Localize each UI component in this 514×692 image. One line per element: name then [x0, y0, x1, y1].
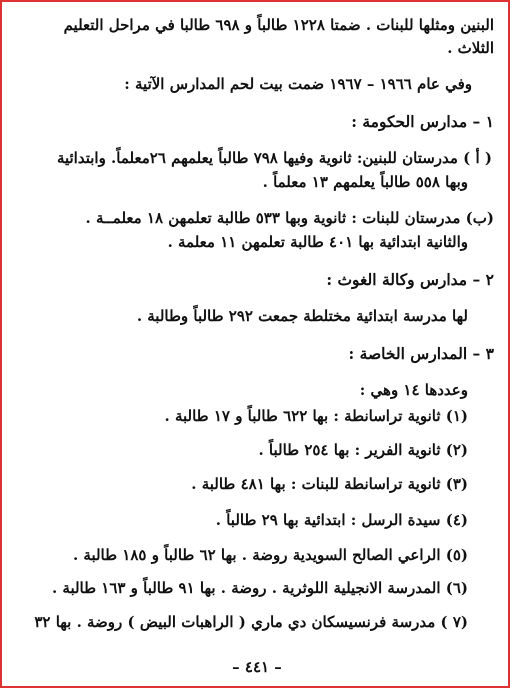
text-line: وعددها ١٤ وهي : — [359, 381, 468, 399]
text-line: وفي عام ١٩٦٦ – ١٩٦٧ ضمت بيت لحم المدارس الآتية : — [124, 75, 472, 93]
list-item: (١) ثانوية تراسانطة : بها ٦٢٢ طالباً و ١٧ طالبة . — [164, 407, 468, 425]
section-heading: ٢ – مدارس وكالة الغوث : — [326, 270, 494, 289]
text-line: البنين ومثلها للبنات . ضمتا ١٢٢٨ طالباً و ٦٩٨ طالبا في مراحل التعليم — [63, 16, 494, 34]
list-item: (٢) ثانوية الفرير : بها ٢٥٤ طالباً . — [258, 441, 468, 459]
section-heading: ٣ – المدارس الخاصة : — [348, 344, 494, 363]
text-line: الثلاث . — [447, 39, 494, 57]
page-number: – ٤٤١ – — [232, 658, 282, 676]
text-line: (ب) مدرستان للبنات : ثانوية وبها ٥٣٣ طالبة تعلمهن ١٨ معلمــة . — [85, 209, 494, 227]
list-item: (٣) ثانوية تراسانطة للبنات : بها ٤٨١ طالبة . — [191, 475, 468, 493]
section-heading: ١ – مدارس الحكومة : — [351, 112, 494, 131]
text-line: والثانية ابتدائية بها ٤٠١ طالبة تعلمهن ١١ معلمة . — [167, 233, 468, 251]
list-item: (٦) المدرسة الانجيلية اللوثرية . روضة . بها ٩١ طالباً و ١٦٣ طالبة . — [51, 579, 468, 597]
list-item: (٥) الراعي الصالح السويدية روضة . بها ٦٢ طالباً و ١٨٥ طالبة . — [72, 546, 468, 564]
text-line: وبها ٥٥٨ طالباً يعلمهم ١٣ معلماً . — [262, 173, 468, 191]
text-line: ( أ ) مدرستان للبنين: ثانوية وفيها ٧٩٨ طالباً يعلمهم ٢٦معلماً. وابتدائية — [56, 149, 492, 167]
list-item: (٧ ) مدرسة فرنسيسكان دي ماري ( الراهبات البيض ) روضة . بها ٣٢ — [34, 613, 468, 631]
text-line: لها مدرسة ابتدائية مختلطة جمعت ٢٩٢ طالباً وطالبة . — [136, 307, 468, 325]
list-item: (٤) سيدة الرسل : ابتدائية بها ٢٩ طالباً . — [215, 511, 468, 529]
